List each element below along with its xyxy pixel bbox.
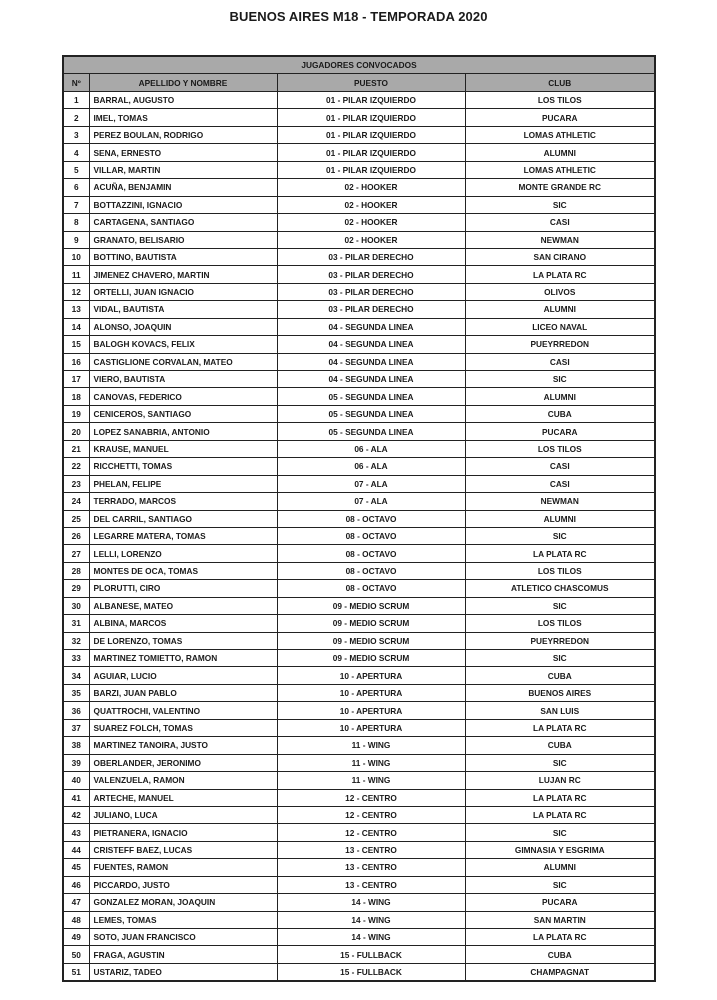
player-name: TERRADO, MARCOS (89, 493, 277, 510)
table-row (63, 440, 655, 457)
player-position: 05 - SEGUNDA LINEA (277, 405, 465, 422)
player-club: SIC (465, 650, 655, 667)
header-position: PUESTO (277, 74, 465, 92)
table-row (63, 632, 655, 649)
player-number: 50 (63, 946, 89, 963)
player-club: LA PLATA RC (465, 789, 655, 806)
player-name: SUAREZ FOLCH, TOMAS (89, 719, 277, 736)
player-position: 09 - MEDIO SCRUM (277, 650, 465, 667)
table-row (63, 388, 655, 405)
player-club: LA PLATA RC (465, 545, 655, 562)
player-club: PUCARA (465, 423, 655, 440)
player-club: CUBA (465, 946, 655, 963)
table-row (63, 859, 655, 876)
player-number: 39 (63, 754, 89, 771)
player-position: 12 - CENTRO (277, 824, 465, 841)
table-row (63, 458, 655, 475)
player-position: 10 - APERTURA (277, 719, 465, 736)
player-number: 48 (63, 911, 89, 928)
player-club: ALUMNI (465, 859, 655, 876)
table-row (63, 615, 655, 632)
table-row (63, 371, 655, 388)
player-number: 4 (63, 144, 89, 161)
player-position: 01 - PILAR IZQUIERDO (277, 161, 465, 178)
header-club: CLUB (465, 74, 655, 92)
player-number: 44 (63, 841, 89, 858)
player-number: 31 (63, 615, 89, 632)
player-club: LA PLATA RC (465, 266, 655, 283)
player-club: SAN LUIS (465, 702, 655, 719)
player-position: 14 - WING (277, 929, 465, 946)
player-name: PHELAN, FELIPE (89, 475, 277, 492)
player-position: 13 - CENTRO (277, 841, 465, 858)
player-position: 03 - PILAR DERECHO (277, 283, 465, 300)
player-club: PUCARA (465, 894, 655, 911)
table-row (63, 911, 655, 928)
header-name: APELLIDO Y NOMBRE (89, 74, 277, 92)
player-club: SAN CIRANO (465, 248, 655, 265)
player-number: 34 (63, 667, 89, 684)
player-number: 17 (63, 371, 89, 388)
player-position: 08 - OCTAVO (277, 562, 465, 579)
table-caption: JUGADORES CONVOCADOS (63, 56, 655, 74)
table-row (63, 179, 655, 196)
player-position: 04 - SEGUNDA LINEA (277, 353, 465, 370)
player-club: MONTE GRANDE RC (465, 179, 655, 196)
table-row (63, 789, 655, 806)
player-position: 01 - PILAR IZQUIERDO (277, 92, 465, 109)
player-name: BOTTAZZINI, IGNACIO (89, 196, 277, 213)
table-row (63, 283, 655, 300)
player-position: 14 - WING (277, 894, 465, 911)
player-number: 47 (63, 894, 89, 911)
player-club: SIC (465, 196, 655, 213)
table-row (63, 510, 655, 527)
player-position: 07 - ALA (277, 475, 465, 492)
player-club: OLIVOS (465, 283, 655, 300)
player-name: MARTINEZ TOMIETTO, RAMON (89, 650, 277, 667)
table-row (63, 754, 655, 771)
player-name: PLORUTTI, CIRO (89, 580, 277, 597)
table-row (63, 423, 655, 440)
player-position: 01 - PILAR IZQUIERDO (277, 144, 465, 161)
table-row (63, 353, 655, 370)
player-name: ACUÑA, BENJAMIN (89, 179, 277, 196)
player-number: 3 (63, 126, 89, 143)
player-club: CUBA (465, 737, 655, 754)
player-position: 09 - MEDIO SCRUM (277, 615, 465, 632)
table-row (63, 196, 655, 213)
player-number: 43 (63, 824, 89, 841)
table-row (63, 963, 655, 981)
player-club: SAN MARTIN (465, 911, 655, 928)
player-club: CASI (465, 475, 655, 492)
player-number: 38 (63, 737, 89, 754)
player-position: 02 - HOOKER (277, 231, 465, 248)
player-position: 05 - SEGUNDA LINEA (277, 423, 465, 440)
player-number: 8 (63, 214, 89, 231)
player-number: 15 (63, 336, 89, 353)
player-club: SIC (465, 824, 655, 841)
player-number: 12 (63, 283, 89, 300)
player-name: ORTELLI, JUAN IGNACIO (89, 283, 277, 300)
player-name: USTARIZ, TADEO (89, 963, 277, 981)
player-name: ARTECHE, MANUEL (89, 789, 277, 806)
table-row (63, 109, 655, 126)
table-caption-row (63, 56, 655, 74)
player-number: 2 (63, 109, 89, 126)
header-number: Nº (63, 74, 89, 92)
player-number: 46 (63, 876, 89, 893)
player-name: ALBINA, MARCOS (89, 615, 277, 632)
table-row (63, 702, 655, 719)
player-name: DEL CARRIL, SANTIAGO (89, 510, 277, 527)
table-row (63, 248, 655, 265)
player-position: 03 - PILAR DERECHO (277, 248, 465, 265)
player-number: 25 (63, 510, 89, 527)
player-number: 35 (63, 684, 89, 701)
player-number: 11 (63, 266, 89, 283)
player-position: 09 - MEDIO SCRUM (277, 632, 465, 649)
player-number: 49 (63, 929, 89, 946)
player-position: 08 - OCTAVO (277, 545, 465, 562)
table-row (63, 231, 655, 248)
player-number: 29 (63, 580, 89, 597)
player-club: LA PLATA RC (465, 806, 655, 823)
player-position: 02 - HOOKER (277, 179, 465, 196)
table-row (63, 545, 655, 562)
player-number: 40 (63, 772, 89, 789)
player-name: BARRAL, AUGUSTO (89, 92, 277, 109)
player-name: PEREZ BOULAN, RODRIGO (89, 126, 277, 143)
player-position: 13 - CENTRO (277, 859, 465, 876)
player-name: LOPEZ SANABRIA, ANTONIO (89, 423, 277, 440)
player-name: LELLI, LORENZO (89, 545, 277, 562)
player-club: PUCARA (465, 109, 655, 126)
table-row (63, 144, 655, 161)
player-club: BUENOS AIRES (465, 684, 655, 701)
player-name: FUENTES, RAMON (89, 859, 277, 876)
player-name: IMEL, TOMAS (89, 109, 277, 126)
table-row (63, 929, 655, 946)
player-name: MONTES DE OCA, TOMAS (89, 562, 277, 579)
player-name: BALOGH KOVACS, FELIX (89, 336, 277, 353)
player-position: 11 - WING (277, 737, 465, 754)
player-position: 15 - FULLBACK (277, 963, 465, 981)
table-header-row (63, 74, 655, 92)
player-club: LOS TILOS (465, 615, 655, 632)
player-position: 15 - FULLBACK (277, 946, 465, 963)
table-row (63, 824, 655, 841)
player-name: JIMENEZ CHAVERO, MARTIN (89, 266, 277, 283)
player-position: 02 - HOOKER (277, 196, 465, 213)
table-row (63, 580, 655, 597)
player-position: 05 - SEGUNDA LINEA (277, 388, 465, 405)
player-club: CUBA (465, 405, 655, 422)
table-row (63, 493, 655, 510)
player-position: 06 - ALA (277, 458, 465, 475)
player-position: 03 - PILAR DERECHO (277, 266, 465, 283)
player-number: 6 (63, 179, 89, 196)
player-position: 01 - PILAR IZQUIERDO (277, 109, 465, 126)
player-position: 12 - CENTRO (277, 789, 465, 806)
player-name: GONZALEZ MORAN, JOAQUIN (89, 894, 277, 911)
player-club: NEWMAN (465, 493, 655, 510)
player-number: 32 (63, 632, 89, 649)
player-position: 11 - WING (277, 754, 465, 771)
player-number: 13 (63, 301, 89, 318)
player-number: 7 (63, 196, 89, 213)
table-row (63, 336, 655, 353)
player-position: 14 - WING (277, 911, 465, 928)
player-number: 22 (63, 458, 89, 475)
player-position: 08 - OCTAVO (277, 580, 465, 597)
table-row (63, 266, 655, 283)
player-name: AGUIAR, LUCIO (89, 667, 277, 684)
player-name: OBERLANDER, JERONIMO (89, 754, 277, 771)
table-row (63, 92, 655, 109)
player-number: 51 (63, 963, 89, 981)
player-number: 16 (63, 353, 89, 370)
player-name: QUATTROCHI, VALENTINO (89, 702, 277, 719)
document-title: BUENOS AIRES M18 - TEMPORADA 2020 (229, 9, 488, 24)
player-club: SIC (465, 754, 655, 771)
table-row (63, 650, 655, 667)
player-club: ATLETICO CHASCOMUS (465, 580, 655, 597)
player-club: LICEO NAVAL (465, 318, 655, 335)
table-row (63, 876, 655, 893)
player-position: 06 - ALA (277, 440, 465, 457)
table-row (63, 667, 655, 684)
table-row (63, 719, 655, 736)
player-name: FRAGA, AGUSTIN (89, 946, 277, 963)
player-position: 11 - WING (277, 772, 465, 789)
player-club: CUBA (465, 667, 655, 684)
player-number: 9 (63, 231, 89, 248)
player-club: SIC (465, 597, 655, 614)
player-position: 04 - SEGUNDA LINEA (277, 336, 465, 353)
player-number: 27 (63, 545, 89, 562)
player-club: LA PLATA RC (465, 929, 655, 946)
player-club: PUEYRREDON (465, 336, 655, 353)
player-name: BARZI, JUAN PABLO (89, 684, 277, 701)
player-position: 01 - PILAR IZQUIERDO (277, 126, 465, 143)
player-number: 37 (63, 719, 89, 736)
player-name: BOTTINO, BAUTISTA (89, 248, 277, 265)
player-position: 12 - CENTRO (277, 806, 465, 823)
player-club: CHAMPAGNAT (465, 963, 655, 981)
player-club: LA PLATA RC (465, 719, 655, 736)
player-position: 08 - OCTAVO (277, 527, 465, 544)
player-club: NEWMAN (465, 231, 655, 248)
player-club: ALUMNI (465, 510, 655, 527)
player-position: 09 - MEDIO SCRUM (277, 597, 465, 614)
player-number: 20 (63, 423, 89, 440)
player-number: 45 (63, 859, 89, 876)
player-name: RICCHETTI, TOMAS (89, 458, 277, 475)
player-name: DE LORENZO, TOMAS (89, 632, 277, 649)
player-name: SOTO, JUAN FRANCISCO (89, 929, 277, 946)
player-number: 30 (63, 597, 89, 614)
player-number: 26 (63, 527, 89, 544)
player-name: CARTAGENA, SANTIAGO (89, 214, 277, 231)
player-name: CRISTEFF BAEZ, LUCAS (89, 841, 277, 858)
roster-table (62, 55, 656, 982)
player-number: 19 (63, 405, 89, 422)
player-name: GRANATO, BELISARIO (89, 231, 277, 248)
player-club: LOS TILOS (465, 440, 655, 457)
player-club: LUJAN RC (465, 772, 655, 789)
player-club: LOMAS ATHLETIC (465, 161, 655, 178)
player-club: ALUMNI (465, 301, 655, 318)
table-row (63, 301, 655, 318)
player-number: 28 (63, 562, 89, 579)
player-club: LOS TILOS (465, 92, 655, 109)
table-row (63, 527, 655, 544)
player-name: JULIANO, LUCA (89, 806, 277, 823)
player-position: 03 - PILAR DERECHO (277, 301, 465, 318)
player-name: CASTIGLIONE CORVALAN, MATEO (89, 353, 277, 370)
player-position: 10 - APERTURA (277, 684, 465, 701)
player-club: ALUMNI (465, 144, 655, 161)
player-name: LEGARRE MATERA, TOMAS (89, 527, 277, 544)
player-number: 36 (63, 702, 89, 719)
table-row (63, 684, 655, 701)
roster-body (63, 92, 655, 982)
player-number: 23 (63, 475, 89, 492)
player-name: VIDAL, BAUTISTA (89, 301, 277, 318)
table-row (63, 562, 655, 579)
table-row (63, 772, 655, 789)
table-row (63, 946, 655, 963)
player-position: 04 - SEGUNDA LINEA (277, 318, 465, 335)
player-name: VIERO, BAUTISTA (89, 371, 277, 388)
player-name: PIETRANERA, IGNACIO (89, 824, 277, 841)
player-name: PICCARDO, JUSTO (89, 876, 277, 893)
player-number: 24 (63, 493, 89, 510)
player-name: SENA, ERNESTO (89, 144, 277, 161)
table-row (63, 161, 655, 178)
player-name: ALONSO, JOAQUIN (89, 318, 277, 335)
player-club: CASI (465, 353, 655, 370)
player-position: 02 - HOOKER (277, 214, 465, 231)
player-number: 21 (63, 440, 89, 457)
player-name: CENICEROS, SANTIAGO (89, 405, 277, 422)
player-number: 42 (63, 806, 89, 823)
table-row (63, 405, 655, 422)
player-number: 14 (63, 318, 89, 335)
player-name: ALBANESE, MATEO (89, 597, 277, 614)
player-name: MARTINEZ TANOIRA, JUSTO (89, 737, 277, 754)
player-number: 33 (63, 650, 89, 667)
player-number: 1 (63, 92, 89, 109)
player-position: 10 - APERTURA (277, 702, 465, 719)
player-club: PUEYRREDON (465, 632, 655, 649)
player-position: 13 - CENTRO (277, 876, 465, 893)
table-row (63, 597, 655, 614)
player-club: SIC (465, 527, 655, 544)
table-row (63, 318, 655, 335)
table-row (63, 737, 655, 754)
player-position: 08 - OCTAVO (277, 510, 465, 527)
table-row (63, 126, 655, 143)
player-number: 10 (63, 248, 89, 265)
player-position: 10 - APERTURA (277, 667, 465, 684)
table-row (63, 214, 655, 231)
table-row (63, 894, 655, 911)
player-club: SIC (465, 371, 655, 388)
table-row (63, 841, 655, 858)
player-name: LEMES, TOMAS (89, 911, 277, 928)
player-club: SIC (465, 876, 655, 893)
player-club: LOMAS ATHLETIC (465, 126, 655, 143)
player-name: KRAUSE, MANUEL (89, 440, 277, 457)
player-club: CASI (465, 458, 655, 475)
player-club: LOS TILOS (465, 562, 655, 579)
player-name: CANOVAS, FEDERICO (89, 388, 277, 405)
player-position: 04 - SEGUNDA LINEA (277, 371, 465, 388)
player-number: 5 (63, 161, 89, 178)
table-row (63, 475, 655, 492)
player-name: VILLAR, MARTIN (89, 161, 277, 178)
player-name: VALENZUELA, RAMON (89, 772, 277, 789)
player-position: 07 - ALA (277, 493, 465, 510)
player-number: 18 (63, 388, 89, 405)
table-row (63, 806, 655, 823)
player-club: ALUMNI (465, 388, 655, 405)
player-club: GIMNASIA Y ESGRIMA (465, 841, 655, 858)
player-number: 41 (63, 789, 89, 806)
player-club: CASI (465, 214, 655, 231)
